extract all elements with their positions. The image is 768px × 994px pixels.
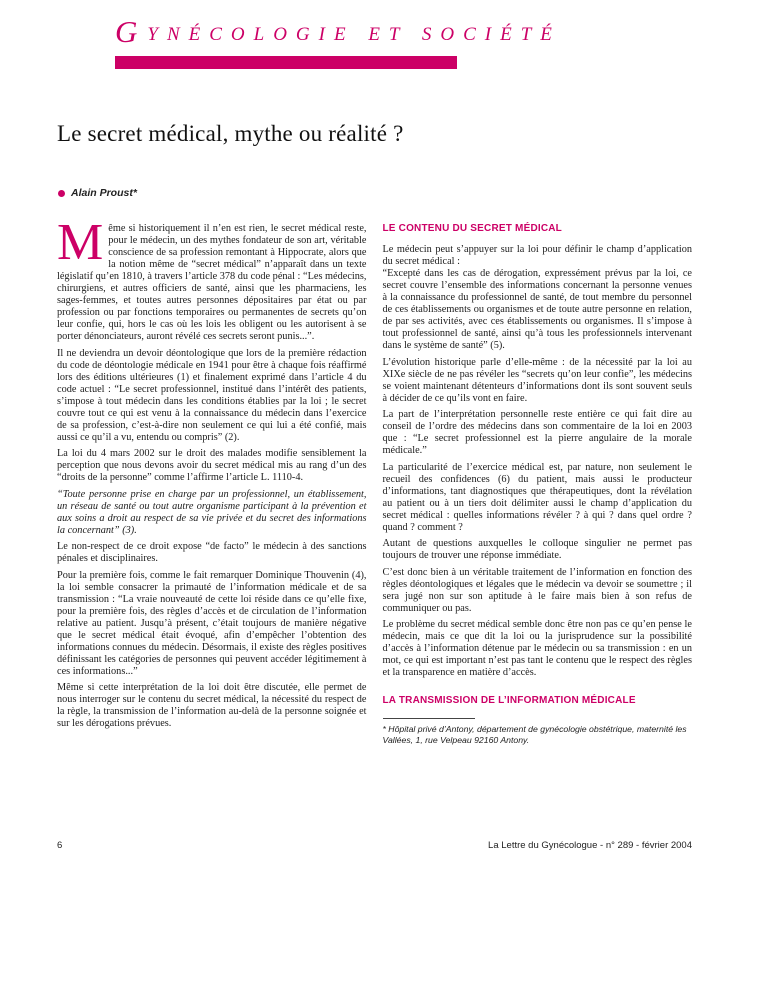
left-column <box>57 214 367 745</box>
page-number: 6 <box>57 840 63 851</box>
paragraph: Il ne deviendra un devoir déontologique que lors de la première rédaction du code de déontologie médicale en 1941 pour être à chaque fois réaffirmé lors des éditions ultérieures (1) et finalement exprimé dans l’article 4 du code actuel : “Le secret professionnel, institué dans l’intérêt des patients, s’impose à tout médecin dans les conditions établies par la loi ; le secret couvre tout ce qui est venu à la connaissance du médecin dans l’exercice de sa profession, c’est-à-dire non seulement ce qui lui a été confié, mais aussi ce qu’il a vu, entendu ou compris” (2). <box>57 347 367 443</box>
footnote-text: * Hôpital privé d’Antony, département de gynécologie obstétrique, maternité les Vallées, 1, rue Velpeau 92160 Antony. <box>382 724 687 745</box>
paragraph: Pour la première fois, comme le fait remarquer Dominique Thouvenin (4), la loi semble consacrer la primauté de l’information médicale et de sa transmission : “La vraie nouveauté de cette loi réside dans ce qu’elle fixe, pour la première fois, des règles d’accès et de circulation de l’information relative au patient. Jusqu’à présent, c’était toujours de manière négative que le secret médical était évoqué, afin d’empêcher l’obtention des informations connues du médecin. Désormais, il existe des règles positives définissant les catégories de personnes qui peuvent accéder légitimement à ces informations...” <box>57 569 367 677</box>
page-footer <box>57 840 692 851</box>
paragraph: Le non-respect de ce droit expose “de facto” le médecin à des sanctions pénales et disciplinaires. <box>57 541 367 564</box>
paragraph: C’est donc bien à un véritable traitement de l’information en fonction des règles déontologiques et légales que le médecin va devoir se soumettre ; il sera jugé non sur son aptitude à le faire mais bien à son refus de communiquer ou pas. <box>382 566 692 614</box>
section-heading-transmission: LA TRANSMISSION DE L’INFORMATION MÉDICALE <box>382 695 636 706</box>
paragraph: Même si cette interprétation de la loi doit être discutée, elle permet de nous interroger sur le contenu du secret médical, la nécessité du respect de la règle, la transmission de l’information au-delà de la personne soignée et sur les dérogations prévues. <box>57 682 367 729</box>
paragraph: L’évolution historique parle d’elle-même : de la nécessité par la loi au XIXe siècle de ne pas révéler les “secrets qu’on leur confie”, les médecins se voient maintenant détenteurs d’informations dont ils sont souvent seuls à décider de ce qu’ils vont en faire. <box>382 356 692 404</box>
paragraph: “Excepté dans les cas de dérogation, expressément prévus par la loi, ce secret couvre l’ensemble des informations concernant la personne venues à la connaissance du professionnel de santé, de tout membre du personnel de ces établissements ou organismes et de toute autre personne en relation, de par ses activités, avec ces établissements ou organismes. Il s’impose à tout professionnel de santé, ainsi qu’à tous les professionnels intervenant dans le système de santé” (5). <box>382 268 692 351</box>
author-line <box>58 187 768 199</box>
footnote-rule <box>383 718 475 719</box>
bullet-icon <box>58 190 65 197</box>
drop-cap: M <box>57 214 104 271</box>
paragraph-text: ême si historiquement il n’en est rien, le secret médical reste, pour le médecin, un des mythes fondateur de son art, véritable conscience de sa profession remontant à Hippocrate, alors que la notion même de “secret médical” n’apparaît dans un texte législatif qu’en 1810, à travers l’article 378 du code pénal : “Les médecins, chirurgiens, et autres officiers de santé, ainsi que les pharmaciens, les sages-femmes, et toutes autres personnes dépositaires par état ou par profession ou par fonctions temporaires ou permanentes de secrets qu’on leur confie, qui, hors le cas où les lois les obligent ou les autorisent à se porter dénonciateurs, auront révélé ces secrets seront punis...”. <box>57 223 367 342</box>
author-name: Alain Proust* <box>71 187 137 199</box>
journal-info: La Lettre du Gynécologue - n° 289 - février 2004 <box>488 840 692 851</box>
paragraph: Le problème du secret médical semble donc être non pas ce qu’en pense le médecin, mais ce que dit la loi ou la jurisprudence sur la possibilité d’accès à l’information détenue par le médecin ou sa transmission : en un mot, ce qui est important n’est pas tant le contenu que le respect des règles et la transparence en matière d’accès. <box>382 619 692 678</box>
section-title-initial: G <box>115 14 148 49</box>
article-body <box>57 214 692 745</box>
paragraph <box>57 214 367 343</box>
paragraph: La particularité de l’exercice médical est, par nature, non seulement le recueil des confidences (6) du patient, mais aussi le producteur d’informations, tant diagnostiques que thérapeutiques, dont la révélation au patient ou à un tiers doit délimiter aussi le champ d’application du secret médical : quelles informations révéler ? à qui ? dans quel ordre ? quand ? comment ? <box>382 461 692 533</box>
footnote <box>383 718 693 745</box>
paragraph: “Toute personne prise en charge par un professionnel, un établissement, un réseau de santé ou tout autre organisme participant à la prévention et aux soins a droit au respect de sa vie privée et du secret des informations la concernant” (3). <box>57 488 367 536</box>
section-title <box>115 14 768 50</box>
paragraph: Autant de questions auxquelles le colloque singulier ne permet pas toujours de trouver une réponse immédiate. <box>382 538 692 561</box>
accent-bar <box>115 56 457 69</box>
paragraph: La part de l’interprétation personnelle reste entière ce qui fait dire au conseil de l’ordre des médecins dans son commentaire de la loi en 2003 que : “Le secret professionnel est la pierre angulaire de la morale médicale.” <box>382 409 692 456</box>
masthead <box>115 0 768 50</box>
article-title: Le secret médical, mythe ou réalité ? <box>57 121 404 146</box>
paragraph: La loi du 4 mars 2002 sur le droit des malades modifie sensiblement la perception que nous devons avoir du secret médical mis au rang d’un des “droits de la personne” comme l’affirme l’article L. 1110-4. <box>57 448 367 483</box>
paragraph: Le médecin peut s’appuyer sur la loi pour définir le champ d’application du secret médical : <box>382 244 692 267</box>
right-column <box>383 223 693 745</box>
section-heading-contenu: LE CONTENU DU SECRET MÉDICAL <box>382 223 562 234</box>
section-title-rest: YNÉCOLOGIE ET SOCIÉTÉ <box>147 24 561 45</box>
